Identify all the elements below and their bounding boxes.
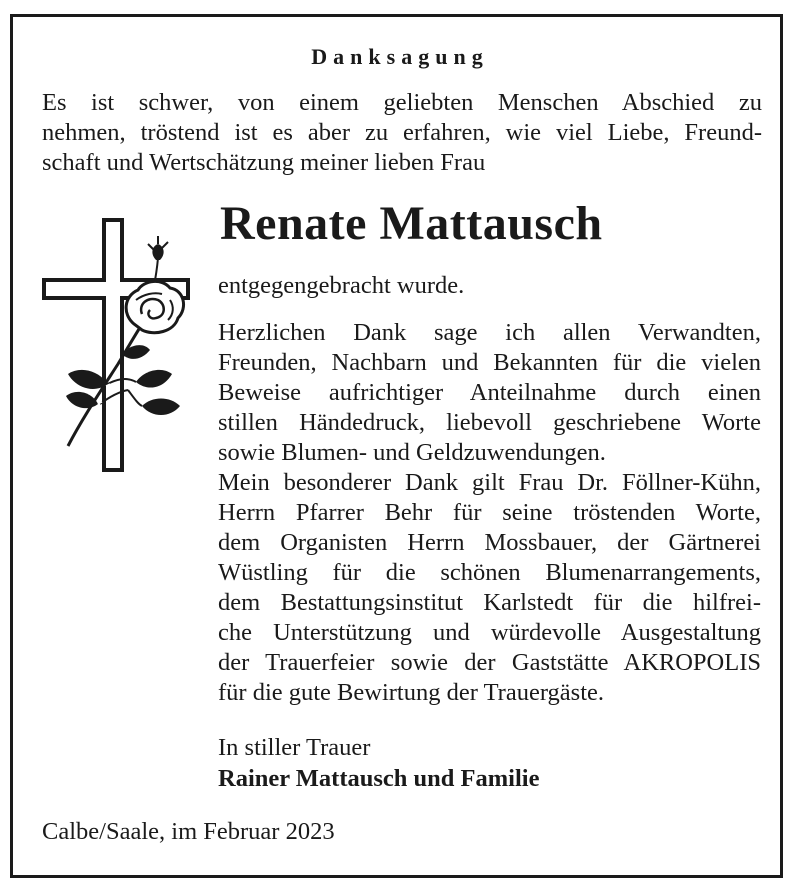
- body-line: Wüstling für die schönen Blumenarrangements,: [218, 559, 761, 586]
- body-line: Herrn Pfarrer Behr für seine tröstenden Worte,: [218, 499, 761, 526]
- body-line: Freunden, Nachbarn und Bekannten für die vielen: [218, 349, 761, 376]
- intro-line: schaft und Wertschätzung meiner lieben Frau: [42, 149, 486, 176]
- body-line: che Unterstützung und würdevolle Ausgestaltung: [218, 619, 761, 646]
- place-date: Calbe/Saale, im Februar 2023: [42, 818, 335, 845]
- deceased-name: Renate Mattausch: [220, 197, 603, 250]
- cross-with-rose-icon: [38, 214, 198, 476]
- subline: entgegengebracht wurde.: [218, 272, 465, 299]
- body-line: der Trauerfeier sowie der Gaststätte AKROPOLIS: [218, 649, 761, 676]
- signatory: Rainer Mattausch und Familie: [218, 765, 540, 792]
- closing-line: In stiller Trauer: [218, 734, 371, 761]
- body-line: Beweise aufrichtiger Anteilnahme durch einen: [218, 379, 761, 406]
- body-line: sowie Blumen- und Geldzuwendungen.: [218, 439, 606, 466]
- thanks-paragraph: [218, 318, 761, 708]
- body-line: Herzlichen Dank sage ich allen Verwandten,: [218, 319, 761, 346]
- intro-paragraph: [42, 88, 762, 178]
- body-line: dem Bestattungsinstitut Karlstedt für die hilfrei-: [218, 589, 761, 616]
- body-line: stillen Händedruck, liebevoll geschriebene Worte: [218, 409, 761, 436]
- intro-line: Es ist schwer, von einem geliebten Menschen Abschied zu: [42, 89, 762, 116]
- intro-line: nehmen, tröstend ist es aber zu erfahren, wie viel Liebe, Freund-: [42, 119, 762, 146]
- notice-heading: Danksagung: [311, 44, 489, 69]
- body-line: für die gute Bewirtung der Trauergäste.: [218, 679, 605, 706]
- body-line: dem Organisten Herrn Mossbauer, der Gärtnerei: [218, 529, 761, 556]
- body-line: Mein besonderer Dank gilt Frau Dr. Föllner-Kühn,: [218, 469, 761, 496]
